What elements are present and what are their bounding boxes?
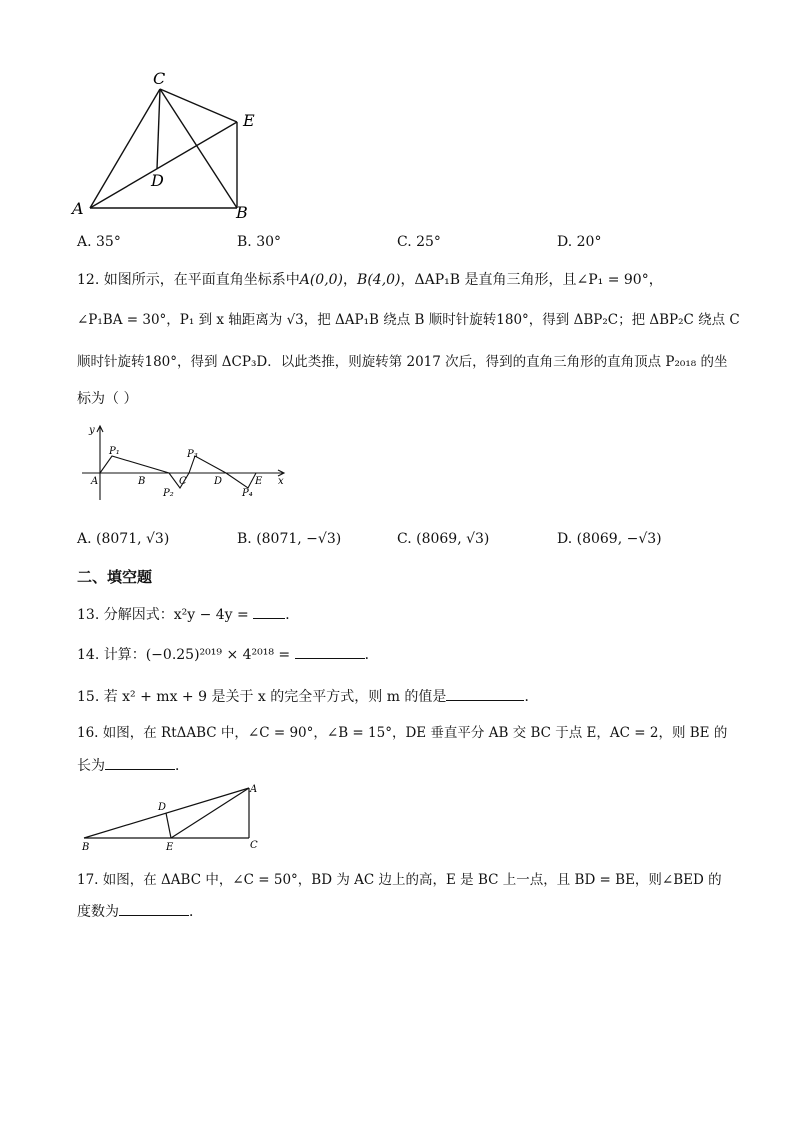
label-p1: P₁ bbox=[109, 446, 120, 457]
label-c: C bbox=[179, 476, 187, 487]
q17-end: ． bbox=[189, 904, 203, 920]
q12-option-a: A. (8071, √3) bbox=[77, 531, 170, 547]
q15-text: 15. 若 x² + mx + 9 是关于 x 的完全平方式，则 m 的值是 bbox=[77, 689, 447, 705]
triangle-path bbox=[100, 456, 256, 488]
q15-end: ． bbox=[524, 689, 539, 705]
q16-line-2 bbox=[77, 755, 189, 776]
q13-text: 13. 分解因式：x²y − 4y = bbox=[77, 607, 254, 623]
q12-line-1 bbox=[77, 270, 663, 290]
q16-answer-blank bbox=[105, 755, 175, 770]
segment-ce bbox=[160, 89, 237, 122]
label-a: A bbox=[72, 199, 84, 218]
label-d: D bbox=[151, 171, 164, 190]
q14-answer-blank bbox=[295, 644, 365, 659]
q16-line-1: 16. 如图，在 RtΔABC 中，∠C = 90°，∠B = 15°，DE 垂直平分 AB 交 BC 于点 E，AC = 2，则 BE 的 bbox=[77, 725, 728, 741]
label-b: B bbox=[138, 476, 146, 487]
q11-option-d: D. 20° bbox=[557, 234, 602, 250]
figure-q12 bbox=[78, 420, 293, 502]
segment-cb bbox=[160, 89, 237, 208]
q11-option-c: C. 25° bbox=[397, 234, 441, 250]
label-a: A bbox=[250, 784, 258, 795]
label-e: E bbox=[255, 476, 263, 487]
q12-line-3: 顺时针旋转180°，得到 ΔCP₃D．以此类推，则旋转第 2017 次后，得到的直角三角形的直角顶点 P₂₀₁₈ 的坐 bbox=[77, 354, 728, 370]
section-title: 二、填空题 bbox=[77, 568, 153, 586]
label-b: B bbox=[236, 203, 248, 222]
label-e: E bbox=[166, 842, 174, 852]
q16-end: ． bbox=[175, 758, 189, 774]
q12-l1-a: 如图所示，在平面直角坐标系中 bbox=[103, 272, 300, 288]
q15-answer-blank bbox=[446, 686, 524, 701]
q13-answer-blank bbox=[253, 604, 285, 619]
q12-option-d: D. (8069, −√3) bbox=[557, 531, 662, 547]
label-p4: P₄ bbox=[242, 488, 253, 499]
q13-end: ． bbox=[285, 607, 300, 623]
q16-l2: 长为 bbox=[77, 758, 105, 774]
label-d: D bbox=[214, 476, 223, 487]
label-x: x bbox=[278, 476, 284, 487]
question-14 bbox=[77, 644, 379, 665]
q12-point-a: A(0,0) bbox=[299, 272, 344, 288]
q14-end: ． bbox=[364, 647, 379, 663]
segment-ae bbox=[171, 788, 249, 838]
q17-l2: 度数为 bbox=[77, 904, 119, 920]
label-p2: P₂ bbox=[163, 488, 174, 499]
label-e: E bbox=[243, 111, 255, 130]
q17-line-2 bbox=[77, 901, 203, 922]
segment-de bbox=[166, 813, 171, 838]
segment-ae bbox=[90, 122, 237, 208]
q12-option-c: C. (8069, √3) bbox=[397, 531, 490, 547]
label-y: y bbox=[89, 425, 95, 436]
q12-l1-sep: ， bbox=[343, 272, 358, 288]
label-c: C bbox=[250, 840, 258, 851]
label-p3: P₃ bbox=[187, 449, 198, 460]
q12-number: 12. bbox=[77, 272, 100, 288]
q17-answer-blank bbox=[119, 901, 189, 916]
q12-option-b: B. (8071, −√3) bbox=[237, 531, 342, 547]
q12-l1-b: ，ΔAP₁B 是直角三角形，且∠P₁ = 90°， bbox=[400, 272, 663, 288]
label-a: A bbox=[91, 476, 99, 487]
figure-q16 bbox=[78, 780, 268, 852]
question-13 bbox=[77, 604, 299, 625]
q12-point-b: B(4,0) bbox=[357, 272, 401, 288]
label-c: C bbox=[153, 69, 166, 88]
q12-line-4: 标为（ ） bbox=[77, 391, 138, 407]
q11-option-a: A. 35° bbox=[77, 234, 121, 250]
figure-q11 bbox=[60, 62, 280, 232]
label-d: D bbox=[158, 802, 167, 813]
segment-cd bbox=[157, 89, 160, 169]
q11-option-b: B. 30° bbox=[237, 234, 282, 250]
question-15 bbox=[77, 686, 538, 707]
q17-line-1: 17. 如图，在 ΔABC 中，∠C = 50°，BD 为 AC 边上的高，E 是 BC 上一点，且 BD = BE，则∠BED 的 bbox=[77, 872, 722, 888]
label-b: B bbox=[82, 842, 90, 852]
q12-line-2: ∠P₁BA = 30°，P₁ 到 x 轴距离为 √3，把 ΔAP₁B 绕点 B 顺时针旋转180°，得到 ΔBP₂C；把 ΔBP₂C 绕点 C bbox=[77, 312, 740, 328]
segment-ac bbox=[90, 89, 160, 208]
q14-text: 14. 计算：(−0.25)²⁰¹⁹ × 4²⁰¹⁸ = bbox=[77, 647, 295, 663]
